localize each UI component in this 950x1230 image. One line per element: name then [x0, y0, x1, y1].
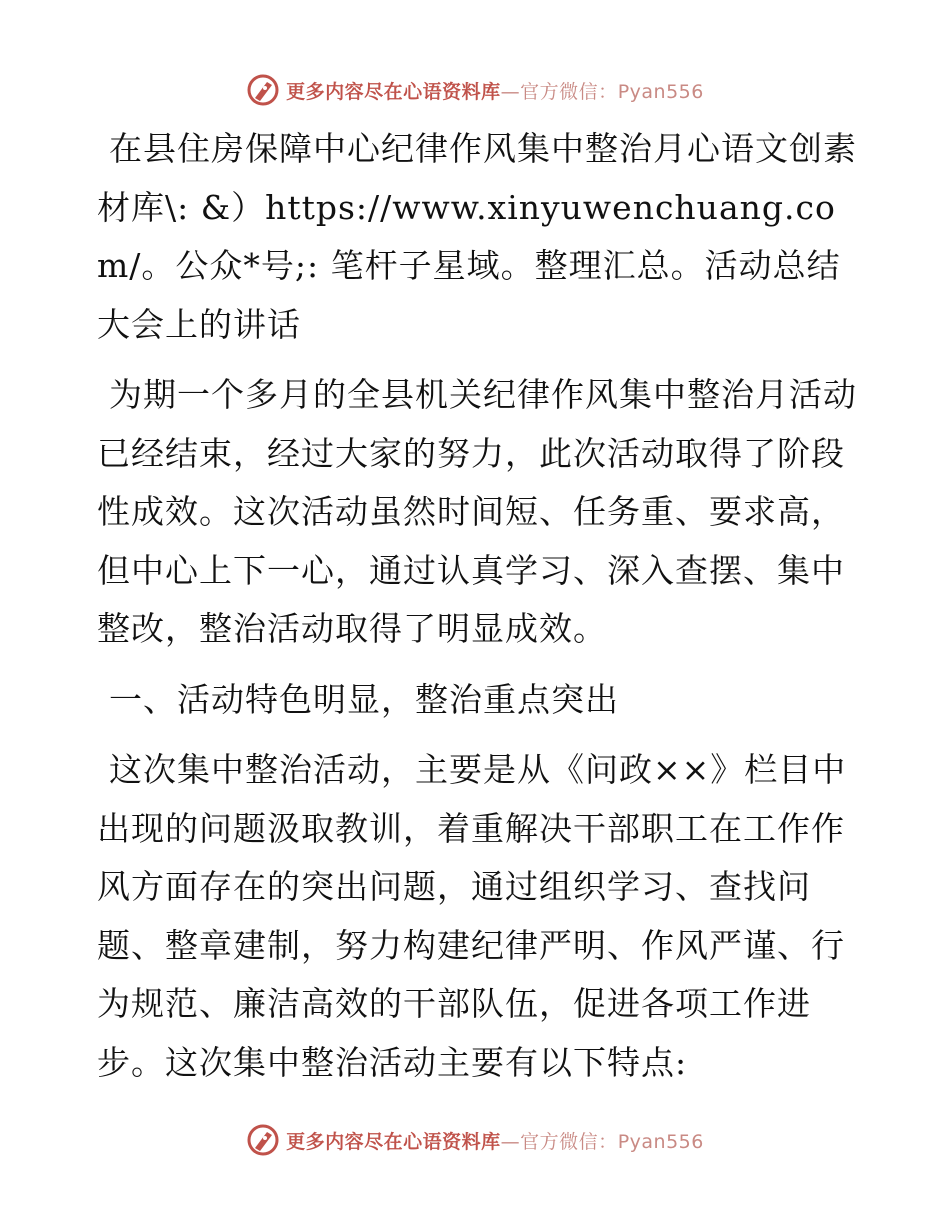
- document-title-paragraph: 在县住房保障中心纪律作风集中整治月心语文创素材库\: &）https://www.xinyuwenchuang.com/。公众*号;: 笔杆子星域。整理汇总。活动总结大会上的讲话: [97, 129, 857, 344]
- body-paragraph: 为期一个多月的全县机关纪律作风集中整治月活动已经结束，经过大家的努力，此次活动取得了阶段性成效。这次活动虽然时间短、任务重、要求高，但中心上下一心，通过认真学习、深入查摆、集中整改，整治活动取得了明显成效。: [97, 375, 857, 648]
- footer-watermark-banner: [0, 1120, 950, 1160]
- watermark-dash: —官方微信：: [500, 1130, 618, 1153]
- watermark-text: [286, 1127, 704, 1154]
- watermark-dash: —官方微信：: [500, 80, 618, 103]
- header-watermark-banner: [0, 70, 950, 110]
- watermark-main: 更多内容尽在心语资料库: [286, 1130, 501, 1153]
- pen-nib-logo-icon: [246, 73, 280, 107]
- document-body: [97, 120, 857, 1104]
- section-heading: 一、活动特色明显，整治重点突出: [109, 679, 619, 719]
- body-paragraph: 这次集中整治活动，主要是从《问政××》栏目中出现的问题汲取教训，着重解决干部职工在工作作风方面存在的突出问题，通过组织学习、查找问题、整章建制，努力构建纪律严明、作风严谨、行为规范、廉洁高效的干部队伍，促进各项工作进步。这次集中整治活动主要有以下特点:: [97, 750, 847, 1082]
- watermark-account: Pyan556: [617, 80, 704, 103]
- watermark-main: 更多内容尽在心语资料库: [286, 80, 501, 103]
- pen-nib-logo-icon: [246, 1123, 280, 1157]
- watermark-text: [286, 77, 704, 104]
- watermark-account: Pyan556: [617, 1130, 704, 1153]
